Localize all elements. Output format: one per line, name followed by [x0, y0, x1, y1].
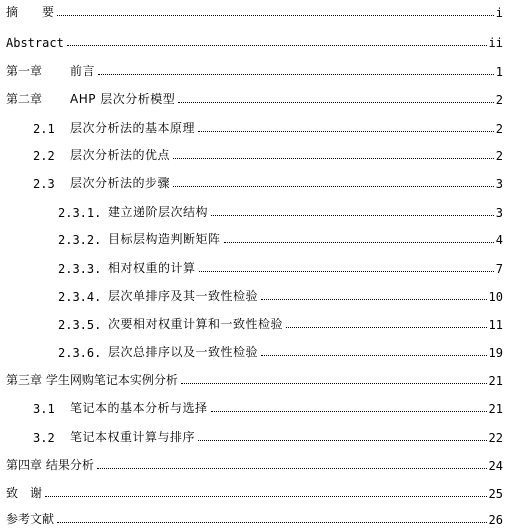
toc-entry-page: 7 — [495, 262, 503, 276]
toc-entry-number: 2.3.2. — [58, 233, 102, 247]
toc-entry-number: 2.1 — [33, 122, 55, 136]
toc-leader — [198, 440, 487, 441]
toc-entry-page: 3 — [495, 206, 503, 220]
toc-entry-title: 致 谢 — [6, 486, 43, 500]
toc-leader — [261, 299, 487, 300]
toc-entry-page: 21 — [488, 374, 503, 388]
toc-leader — [286, 327, 487, 328]
toc-leader — [178, 102, 493, 103]
toc-entry-title: 层次总排序以及一致性检验 — [108, 345, 259, 359]
toc-entry-abstract-cn[interactable] — [6, 2, 503, 20]
toc-entry-chapter-4[interactable] — [6, 455, 503, 473]
toc-entry-title: 目标层构造判断矩阵 — [108, 232, 221, 246]
toc-entry-number: 2.3.6. — [58, 346, 102, 360]
toc-entry-title: 相对权重的计算 — [108, 261, 196, 275]
toc-entry-page: 22 — [488, 431, 503, 445]
toc-leader — [181, 383, 487, 384]
toc-leader — [173, 186, 494, 187]
toc-entry-page: i — [495, 6, 503, 20]
toc-entry-page: 24 — [488, 459, 503, 473]
toc-leader — [67, 45, 487, 46]
toc-entry-title: 层次分析法的基本原理 — [70, 121, 196, 135]
toc-entry-number: 第二章 — [6, 92, 43, 106]
toc-entry-page: 4 — [495, 233, 503, 247]
toc-entry-number: 2.3.1. — [58, 206, 102, 220]
toc-leader — [57, 15, 494, 16]
toc-entry-page: 11 — [488, 318, 503, 332]
toc-entry-number: 2.3.5. — [58, 318, 102, 332]
toc-entry-page: 26 — [488, 513, 503, 527]
toc-leader — [199, 271, 494, 272]
toc-entry-number: 2.3.3. — [58, 262, 102, 276]
toc-entry-number: 3.1 — [33, 402, 55, 416]
toc-entry-title: 笔记本权重计算与排序 — [70, 430, 196, 444]
toc-entry-page: 21 — [488, 402, 503, 416]
toc-entry-title: Abstract — [6, 36, 64, 50]
toc-leader — [57, 522, 487, 523]
toc-entry-page: 2 — [495, 122, 503, 136]
toc-entry-page: 19 — [488, 346, 503, 360]
toc-leader — [97, 468, 487, 469]
toc-leader — [98, 74, 494, 75]
toc-entry-section-3-2[interactable] — [33, 427, 503, 445]
toc-entry-subsection-2-3-3[interactable] — [58, 258, 503, 276]
toc-entry-page: 10 — [488, 290, 503, 304]
toc-entry-title: AHP 层次分析模型 — [70, 92, 176, 106]
toc-entry-page: 1 — [495, 65, 503, 79]
toc-entry-title: 参考文献 — [6, 512, 55, 526]
toc-entry-title: 第四章 结果分析 — [6, 458, 94, 472]
toc-entry-number: 2.3.4. — [58, 290, 102, 304]
toc-entry-page: 2 — [495, 93, 503, 107]
toc-entry-chapter-3[interactable] — [6, 370, 503, 388]
toc-leader — [211, 411, 487, 412]
toc-entry-section-2-1[interactable] — [33, 118, 503, 136]
toc-entry-title: 层次分析法的步骤 — [70, 176, 171, 190]
toc-entry-page: 2 — [495, 149, 503, 163]
toc-entry-number: 3.2 — [33, 431, 55, 445]
toc-leader — [45, 496, 487, 497]
toc-entry-page: 3 — [495, 177, 503, 191]
toc-leader — [211, 215, 494, 216]
toc-entry-page: ii — [488, 36, 503, 50]
toc-entry-references[interactable] — [6, 509, 503, 527]
toc-entry-subsection-2-3-1[interactable] — [58, 202, 503, 220]
toc-entry-number: 2.2 — [33, 149, 55, 163]
toc-entry-title: 建立递阶层次结构 — [108, 205, 209, 219]
toc-entry-title: 层次分析法的优点 — [70, 148, 171, 162]
toc-entry-title: 笔记本的基本分析与选择 — [70, 401, 208, 415]
toc-leader — [198, 131, 494, 132]
toc-leader — [224, 242, 494, 243]
toc-entry-section-2-3[interactable] — [33, 173, 503, 191]
toc-entry-title: 前言 — [70, 64, 96, 78]
toc-entry-number: 第一章 — [6, 64, 43, 78]
toc-entry-subsection-2-3-5[interactable] — [58, 314, 503, 332]
toc-entry-subsection-2-3-4[interactable] — [58, 286, 503, 304]
toc-entry-title: 次要相对权重计算和一致性检验 — [108, 317, 284, 331]
toc-entry-title: 摘 要 — [6, 5, 55, 19]
toc-entry-section-2-2[interactable] — [33, 145, 503, 163]
toc-entry-chapter-1[interactable] — [6, 61, 503, 79]
toc-entry-subsection-2-3-2[interactable] — [58, 229, 503, 247]
toc-leader — [261, 355, 487, 356]
toc-entry-title: 层次单排序及其一致性检验 — [108, 289, 259, 303]
toc-entry-subsection-2-3-6[interactable] — [58, 342, 503, 360]
toc-entry-title: 第三章 学生网购笔记本实例分析 — [6, 373, 178, 387]
toc-entry-acknowledgements[interactable] — [6, 483, 503, 501]
toc-entry-page: 25 — [488, 487, 503, 501]
toc-entry-chapter-2[interactable] — [6, 89, 503, 107]
toc-entry-number: 2.3 — [33, 177, 55, 191]
toc-entry-section-3-1[interactable] — [33, 398, 503, 416]
toc-entry-abstract-en[interactable] — [6, 32, 503, 50]
toc-leader — [173, 158, 494, 159]
